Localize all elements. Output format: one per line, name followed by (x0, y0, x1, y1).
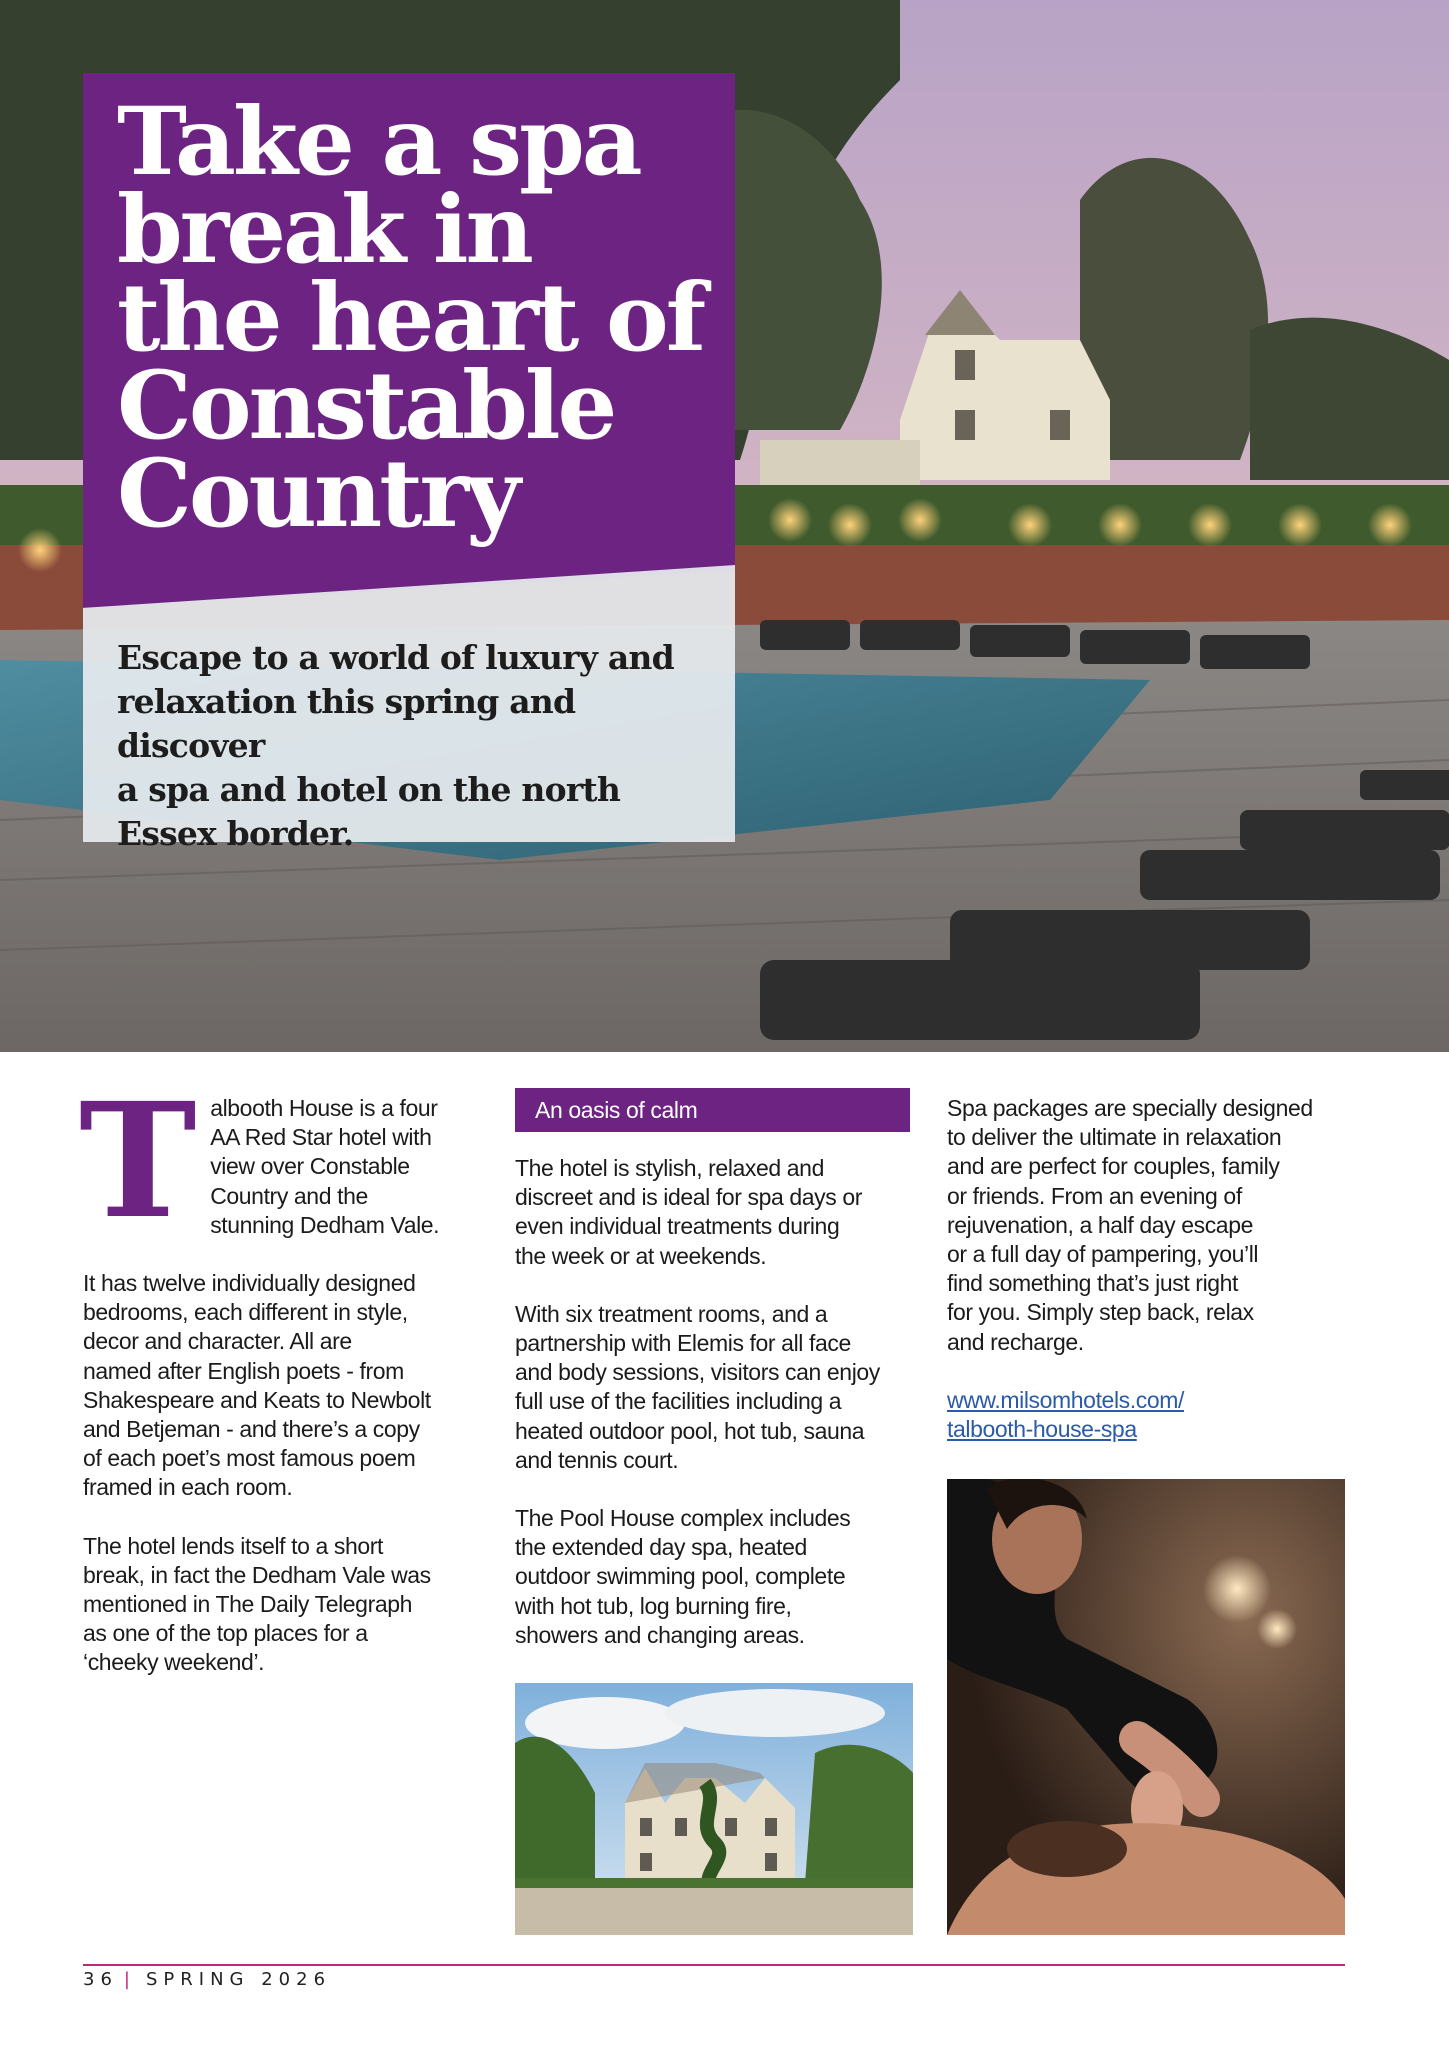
drop-cap: T (79, 1069, 197, 1254)
column-3 (947, 1094, 1347, 1473)
text-line: framed in each room. (83, 1474, 293, 1501)
massage-photo (947, 1479, 1345, 1935)
text-line: showers and changing areas. (515, 1621, 805, 1648)
body-paragraph (515, 1504, 910, 1650)
text-line: The Pool House complex includes (515, 1505, 851, 1532)
text-line: and are perfect for couples, family (947, 1153, 1280, 1180)
text-line: outdoor swimming pool, complete (515, 1563, 846, 1590)
text-line: and tennis court. (515, 1446, 679, 1473)
text-line: albooth House is a four (210, 1095, 438, 1121)
footer-separator: | (123, 1969, 136, 1990)
subtitle-line: Escape to a world of luxury and (117, 638, 674, 677)
text-line: of each poet’s most famous poem (83, 1445, 416, 1472)
text-line: to deliver the ultimate in relaxation (947, 1124, 1282, 1151)
text-line: decor and character. All are (83, 1328, 352, 1355)
text-line: the extended day spa, heated (515, 1534, 807, 1561)
column-1 (79, 1069, 468, 1707)
title-line: the heart of (117, 263, 704, 373)
text-line: Spa packages are specially designed (947, 1095, 1313, 1121)
text-line: as one of the top places for a (83, 1620, 368, 1647)
body-paragraph (83, 1532, 468, 1678)
link-line[interactable]: talbooth-house-spa (947, 1416, 1137, 1443)
body-paragraph (515, 1154, 910, 1271)
text-line: or friends. From an evening of (947, 1182, 1242, 1209)
text-line: bedrooms, each different in style, (83, 1299, 408, 1326)
text-line: partnership with Elemis for all face (515, 1330, 851, 1357)
title-line: break in (117, 175, 531, 285)
text-line: named after English poets - from (83, 1357, 404, 1384)
title-line: Take a spa (117, 87, 640, 197)
text-line: or a full day of pampering, you’ll (947, 1241, 1259, 1268)
page-footer (83, 1969, 331, 1990)
text-line: mentioned in The Daily Telegraph (83, 1591, 413, 1618)
body-paragraph (947, 1094, 1347, 1357)
text-line: even individual treatments during (515, 1213, 840, 1240)
text-line: Country and the (210, 1182, 368, 1209)
issue-label: SPRING 2026 (145, 1969, 332, 1990)
text-line: stunning Dedham Vale. (210, 1211, 440, 1238)
body-paragraph (515, 1300, 910, 1475)
text-line: and body sessions, visitors can enjoy (515, 1359, 880, 1386)
title-line: Constable (117, 351, 615, 461)
text-line: discreet and is ideal for spa days or (515, 1184, 863, 1211)
text-line: Shakespeare and Keats to Newbolt (83, 1386, 431, 1413)
text-line: the week or at weekends. (515, 1242, 767, 1269)
text-line: ‘cheeky weekend’. (83, 1649, 265, 1676)
website-link[interactable] (947, 1386, 1347, 1444)
hotel-exterior-photo (515, 1683, 913, 1935)
footer-rule (83, 1964, 1345, 1966)
text-line: break, in fact the Dedham Vale was (83, 1561, 431, 1588)
text-line: find something that’s just right (947, 1270, 1239, 1297)
text-line: for you. Simply step back, relax (947, 1299, 1254, 1326)
text-line: AA Red Star hotel with (210, 1124, 432, 1151)
text-line: With six treatment rooms, and a (515, 1300, 828, 1327)
text-line: heated outdoor pool, hot tub, sauna (515, 1417, 865, 1444)
section-heading: An oasis of calm (515, 1088, 910, 1132)
page-number: 36 (83, 1969, 118, 1990)
link-line[interactable]: www.milsomhotels.com/ (947, 1386, 1184, 1413)
text-line: full use of the facilities including a (515, 1388, 842, 1415)
body-paragraph (83, 1269, 468, 1503)
text-line: The hotel is stylish, relaxed and (515, 1155, 824, 1181)
subtitle-line: Essex border. (117, 814, 354, 853)
text-line: The hotel lends itself to a short (83, 1532, 384, 1559)
text-line: It has twelve individually designed (83, 1270, 416, 1297)
text-line: and recharge. (947, 1328, 1084, 1355)
intro-paragraph (79, 1069, 468, 1254)
subtitle-line: relaxation this spring and discover (117, 682, 576, 765)
column-2 (515, 1094, 910, 1679)
page-title (117, 87, 717, 549)
subtitle (117, 636, 717, 856)
text-line: view over Constable (210, 1153, 410, 1180)
text-line: rejuvenation, a half day escape (947, 1211, 1253, 1238)
title-line: Country (117, 439, 518, 549)
subtitle-line: a spa and hotel on the north (117, 770, 621, 809)
text-line: and Betjeman - and there’s a copy (83, 1416, 420, 1443)
text-line: with hot tub, log burning fire, (515, 1592, 792, 1619)
